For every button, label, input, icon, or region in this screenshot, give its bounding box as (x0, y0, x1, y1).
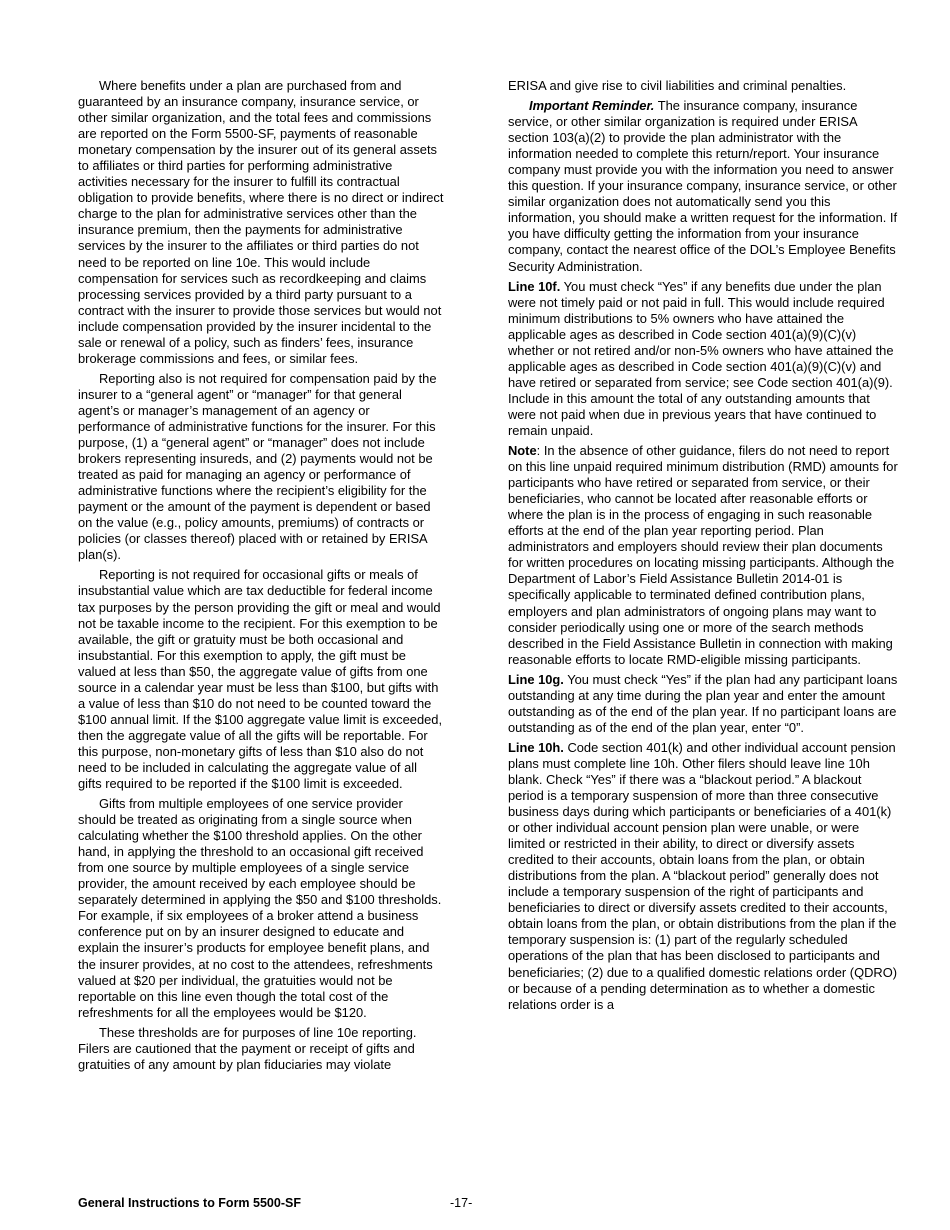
paragraph-line-10h (508, 740, 898, 1013)
paragraph-occasional-gifts: Reporting is not required for occasional gifts or meals of insubstantial value which are tax deductible for federal income tax purposes by the person providing the gift or meal and would not be taxable income to the recipient. For this exemption to be available, the gift or gratuity must be both occasional and insubstantial. For this exemption to apply, the gift must be valued at less than $50, the aggregate value of gifts from one source in a calendar year must be less than $100, but gifts with a value of less than $10 do not need to be counted toward the $100 annual limit. If the $100 aggregate value limit is exceeded, then the aggregate value of all the gifts will be reportable. For this purpose, non-monetary gifts of less than $10 also do not need to be included in calculating the aggregate value of all gifts required to be reported if the $100 limit is exceeded. (78, 567, 443, 792)
note-text: : In the absence of other guidance, filers do not need to report on this line unpaid required minimum distribution (RMD) amounts for participants who have retired or separated from service, or their beneficiaries, who cannot be located after reasonable efforts or where the plan is in the process of engaging in such reasonable efforts at the end of the plan year reporting period. Plan administrators and employers should review their plan documents for written procedures on locating missing participants. Although the Department of Labor’s Field Assistance Bulletin 2014-01 is specifically applicable to terminated defined contribution plans, employers and plan administrators of ongoing plans may want to consider periodically using one or more of the search methods described in the Field Assistance Bulletin in connection with making reasonable efforts to locate RMD-eligible missing participants. (508, 443, 898, 667)
line-10f-heading: Line 10f. (508, 278, 561, 294)
line-10f-text: You must check “Yes” if any benefits due under the plan were not timely paid or not paid in full. This would include required minimum distributions to 5% owners who have attained the applicable ages as described in Code section 401(a)(9)(C)(v) whether or not retired and/or non-5% owners who have attained the applicable ages as described in Code section 401(a)(9)(C)(v) and have retired or separated from service; see Code section 401(a)(9). Include in this amount the total of any outstanding amounts that were not paid when due in previous years that have continued to remain unpaid. (508, 278, 894, 438)
important-reminder-text: The insurance company, insurance service, or other similar organization is required under ERISA section 103(a)(2) to provide the plan administrator with the information needed to complete this return/report. Your insurance company must provide you with the information you need to answer this question. If your insurance company, insurance service, or other similar organization does not automatically send you this information, you should make a written request for the information. If you have difficulty getting the information from your insurance company, contact the nearest office of the DOL’s Employee Benefits Security Administration. (508, 98, 898, 274)
paragraph-important-reminder (508, 98, 898, 275)
paragraph-note (508, 443, 898, 668)
paragraph-multiple-employees-gifts: Gifts from multiple employees of one service provider should be treated as originating from a single source when calculating whether the $100 threshold applies. On the other hand, in applying the threshold to an occasional gift received from one source by multiple employees of a single service provider, the amount received by each employee should be separately determined in applying the $50 and $100 thresholds. For example, if six employees of a broker attend a business conference put on by an insurer designed to educate and explain the insurer’s products for employee benefit plans, and the insurer provides, at no cost to the attendees, refreshments valued at $20 per individual, the gratuities would not be reportable on this line even though the total cost of the refreshments for all the employees would be $120. (78, 796, 442, 1020)
paragraph-general-agent-compensation: Reporting also is not required for compensation paid by the insurer to a “general agent” or “manager” for that general agent’s or manager’s management of an agency or performance of administrative functions for the insurer. For this purpose, (1) a “general agent” or “manager” does not include brokers representing insureds, and (2) payments would not be treated as paid for managing an agency or performance of administrative functions where the recipient’s eligibility for the payment or the amount of the payment is dependent or based on the value (e.g., policy amounts, premiums) of contracts or policies (or classes thereof) placed with or retained by ERISA plan(s). (78, 370, 437, 563)
line-10g-text: You must check “Yes” if the plan had any participant loans outstanding at any time during the plan year and enter the amount outstanding as of the end of the plan year. If no participant loans are outstanding as of the end of the plan year, enter “0”. (508, 671, 898, 735)
paragraph-line-10g (508, 672, 898, 736)
footer-page-number: -17- (450, 1196, 473, 1210)
line-10h-heading: Line 10h. (508, 739, 564, 755)
paragraph-thresholds: These thresholds are for purposes of line 10e reporting. Filers are cautioned that the payment or receipt of gifts and gratuities of any amount by plan fiduciaries may violate (78, 1024, 417, 1072)
paragraph-erisa-continuation: ERISA and give rise to civil liabilities and criminal penalties. (508, 78, 847, 93)
line-10h-text: Code section 401(k) and other individual account pension plans must complete line 10h. Other filers should leave line 10h blank. Check “Yes” if there was a “blackout period.” A blackout period is a temporary suspension of more than three consecutive business days during which participants or beneficiaries of a 401(k) or other individual account pension plan were unable, or were limited or restricted in their ability, to direct or diversify assets credited to their accounts, obtain loans from the plan, or obtain distributions from the plan. A “blackout period” generally does not include a temporary suspension of the right of participants and beneficiaries to direct or diversify assets credited to their accounts, obtain loans from the plan, or obtain distributions from the plan if the temporary suspension is: (1) part of the regularly scheduled operations of the plan that has been disclosed to participants and beneficiaries; (2) due to a qualified domestic relations order (QDRO) or because of a pending determination as to whether a domestic relations order is a (508, 739, 898, 1012)
important-reminder-heading: Important Reminder. (529, 98, 655, 114)
left-column (78, 78, 444, 1077)
line-10g-heading: Line 10g. (508, 671, 564, 687)
footer-document-title: General Instructions to Form 5500-SF (78, 1196, 301, 1210)
paragraph-insurer-administrative-payments: Where benefits under a plan are purchased from and guaranteed by an insurance company, insurance service, or other similar organization, and the total fees and commissions are reported on the Form 5500-SF, payments of reasonable monetary compensation by the insurer out of its general assets to affiliates or third parties for performing administrative activities necessary for the insurer to fulfill its contractual obligation to provide benefits, where there is no direct or indirect charge to the plan for administrative services other than the insurance premium, then the payments for administrative services by the insurer to the affiliates or third parties do not need to be reported on line 10e. This would include compensation for services such as recordkeeping and claims processing services provided by a third party pursuant to a contract with the insurer to provide those services but would not include compensation provided by the insurer incidental to the sale or renewal of a policy, such as finders’ fees, insurance brokerage commissions and fees, or similar fees. (78, 78, 444, 366)
note-heading: Note (508, 443, 537, 459)
paragraph-line-10f (508, 279, 898, 439)
right-column (508, 78, 898, 1017)
